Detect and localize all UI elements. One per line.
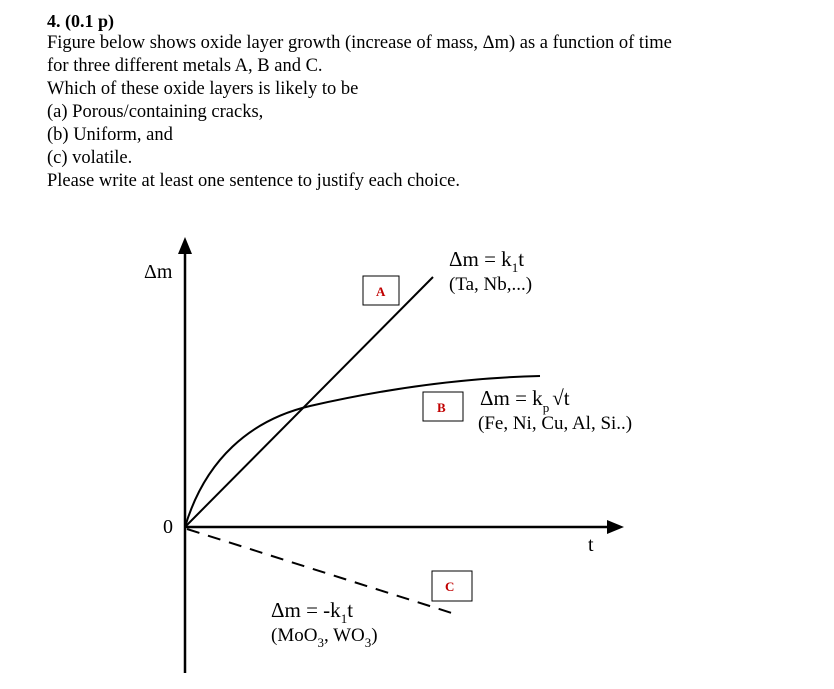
curve-c-equation bbox=[271, 598, 353, 626]
curve-a-equation bbox=[449, 247, 524, 275]
curve-c-metals-part1: (MoO bbox=[271, 625, 318, 646]
question-line: for three different metals A, B and C. bbox=[47, 56, 323, 76]
y-axis-label: Δm bbox=[144, 261, 173, 283]
x-axis-arrowhead bbox=[607, 520, 624, 534]
question-line: Which of these oxide layers is likely to be bbox=[47, 79, 359, 99]
curve-a-box bbox=[363, 276, 399, 305]
curve-a-eq-sub: 1 bbox=[511, 260, 519, 275]
x-axis-label: t bbox=[588, 534, 594, 556]
curve-c-box bbox=[432, 571, 472, 601]
curve-c-metals-sub1: 3 bbox=[317, 635, 324, 650]
question-line: Please write at least one sentence to justify each choice. bbox=[47, 171, 460, 191]
curve-c-metals-part2: , WO bbox=[323, 625, 365, 646]
curve-b-eq-main: Δm = k bbox=[480, 386, 543, 410]
curve-a-metals: (Ta, Nb,...) bbox=[449, 274, 533, 295]
curve-a-eq-tail: t bbox=[518, 247, 525, 271]
curve-c-metals bbox=[271, 625, 378, 650]
question-line: (b) Uniform, and bbox=[47, 125, 173, 145]
question-title: 4. (0.1 p) bbox=[47, 11, 114, 31]
question-line: (c) volatile. bbox=[47, 148, 133, 168]
origin-label: 0 bbox=[163, 516, 173, 538]
curve-b-eq-sub: p bbox=[542, 400, 550, 415]
curve-c-box-label: C bbox=[445, 579, 455, 594]
curve-c-metals-sub2: 3 bbox=[364, 635, 372, 650]
question-line: Figure below shows oxide layer growth (increase of mass, Δm) as a function of time bbox=[47, 33, 672, 53]
curve-c-eq-tail: t bbox=[347, 598, 354, 622]
curve-b-box bbox=[423, 392, 463, 421]
curve-c-eq-main: Δm = -k bbox=[271, 598, 341, 622]
question-line: (a) Porous/containing cracks, bbox=[47, 102, 264, 122]
curve-b-equation bbox=[480, 386, 570, 415]
curve-c-eq-sub: 1 bbox=[340, 611, 348, 626]
curve-a-line bbox=[185, 277, 433, 527]
curve-a-box-label: A bbox=[376, 284, 386, 299]
y-axis-arrowhead bbox=[178, 237, 192, 254]
curve-b-box-label: B bbox=[437, 400, 446, 415]
curve-b-eq-tail: √t bbox=[552, 386, 570, 410]
curve-a-eq-main: Δm = k bbox=[449, 247, 512, 271]
curve-b-metals: (Fe, Ni, Cu, Al, Si..) bbox=[478, 413, 633, 434]
curve-c-metals-part3: ) bbox=[371, 625, 378, 646]
